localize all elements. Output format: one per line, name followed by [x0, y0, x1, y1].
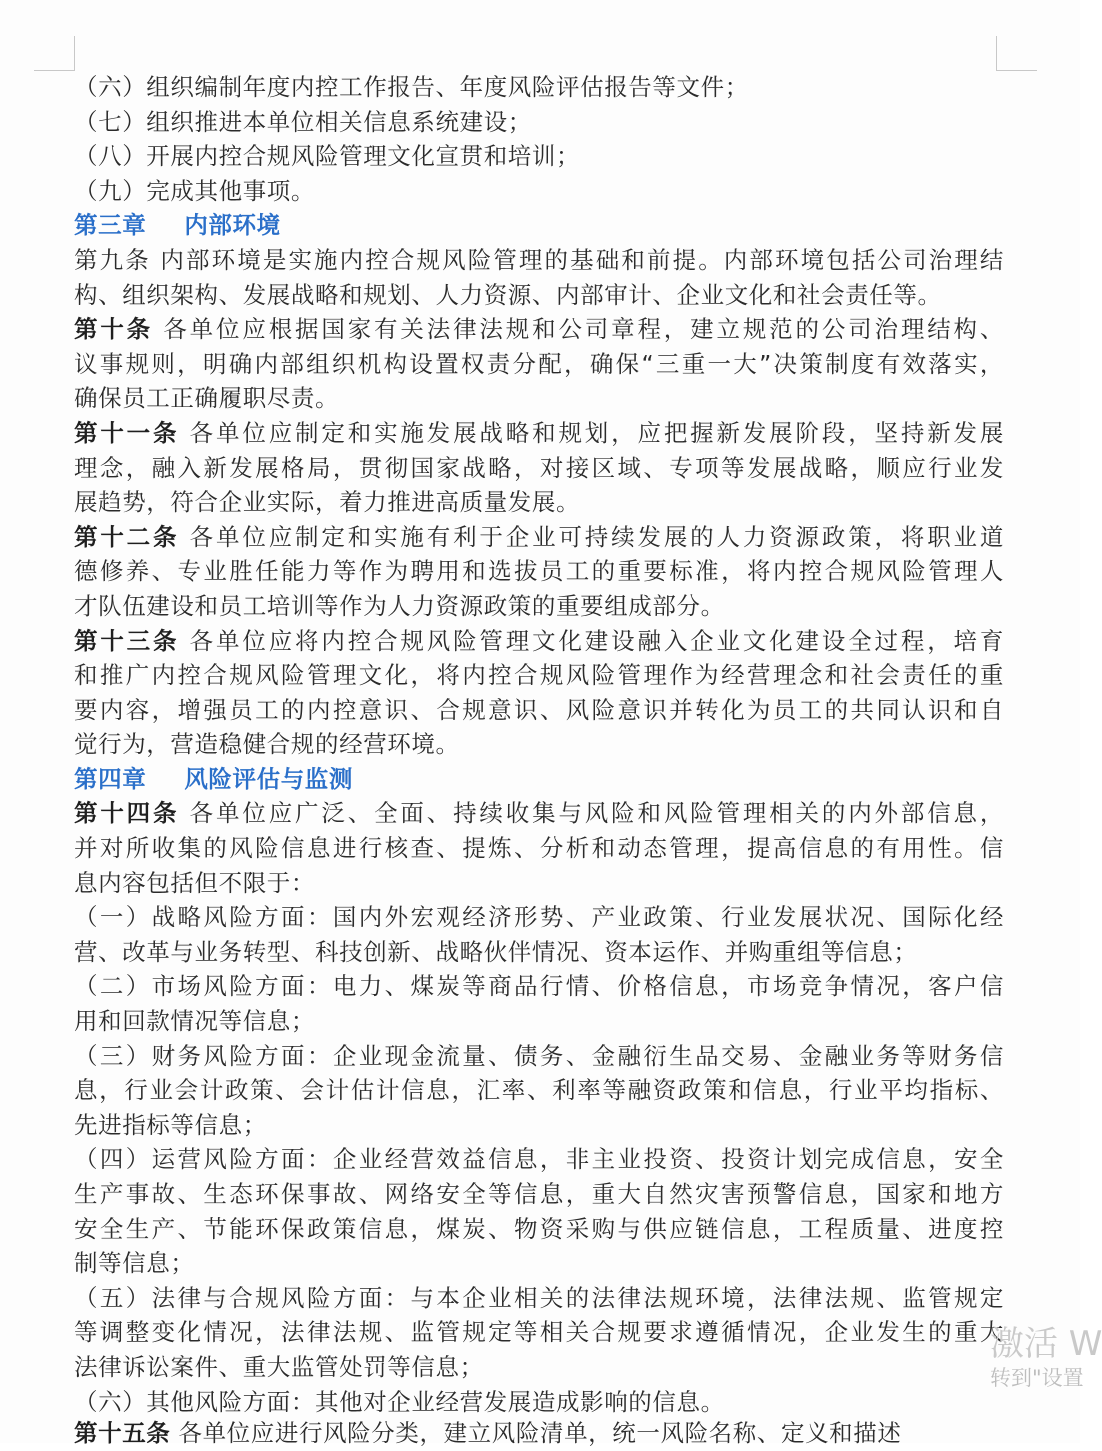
chapter-number: 第四章 — [74, 764, 147, 793]
text-line — [74, 658, 1004, 693]
line-text: 德修养、专业胜任能力等作为聘用和选拔员工的重要标准，将内控合规风险管理人 — [74, 557, 1004, 586]
line-text: 议事规则，明确内部组织机构设置权责分配，确保“三重一大”决策制度有效落实， — [74, 349, 1004, 378]
text-line — [74, 866, 1004, 901]
line-text: 构、组织架构、发展战略和规划、人力资源、内部审计、企业文化和社会责任等。 — [74, 280, 942, 309]
activation-watermark: 激活 W — [990, 1324, 1102, 1364]
line-text: （七）组织推进本单位相关信息系统建设； — [74, 107, 532, 136]
line-text: 用和回款情况等信息； — [74, 1007, 315, 1036]
text-line — [74, 1246, 1004, 1281]
line-text: 制等信息； — [74, 1249, 195, 1278]
text-line — [74, 1177, 1004, 1212]
line-text: 和推广内控合规风险管理文化，将内控合规风险管理作为经营理念和社会责任的重 — [74, 661, 1004, 690]
text-line — [74, 1142, 1004, 1177]
line-text: （六）其他风险方面：其他对企业经营发展造成影响的信息。 — [74, 1387, 725, 1416]
line-text: 安全生产、节能环保政策信息，煤炭、物资采购与供应链信息，工程质量、进度控 — [74, 1214, 1004, 1243]
cut-off-line — [74, 1414, 1004, 1447]
line-text: 各单位应制定和实施发展战略和规划，应把握新发展阶段，坚持新发展 — [179, 418, 1005, 447]
text-line — [74, 1281, 1004, 1316]
line-text: 要内容，增强员工的内控意识、合规意识、风险意识并转化为员工的共同认识和自 — [74, 695, 1004, 724]
text-line — [74, 935, 1004, 970]
text-line — [74, 554, 1004, 589]
article-lead: 第十条 — [74, 315, 154, 344]
text-line — [74, 1039, 1004, 1074]
text-line — [74, 727, 1004, 762]
line-text: 各单位应广泛、全面、持续收集与风险和风险管理相关的内外部信息， — [179, 799, 1005, 828]
line-text: 第九条 内部环境是实施内控合规风险管理的基础和前提。内部环境包括公司治理结 — [74, 245, 1004, 274]
text-line — [74, 589, 1004, 624]
line-text: （二）市场风险方面：电力、煤炭等商品行情、价格信息，市场竞争情况，客户信 — [74, 972, 1004, 1001]
line-text: 各单位应制定和实施有利于企业可持续发展的人力资源政策，将职业道 — [179, 522, 1005, 551]
line-text: 觉行为，营造稳健合规的经营环境。 — [74, 730, 460, 759]
line-text: 各单位应根据国家有关法律法规和公司章程，建立规范的公司治理结构、 — [153, 315, 1004, 344]
line-text: （一）战略风险方面：国内外宏观经济形势、产业政策、行业发展状况、国际化经 — [74, 903, 1004, 932]
text-line — [74, 900, 1004, 935]
line-text: 等调整变化情况，法律法规、监管规定等相关合规要求遵循情况，企业发生的重大 — [74, 1318, 1004, 1347]
article-lead: 第十三条 — [74, 626, 180, 655]
text-line — [74, 278, 1004, 313]
text-line — [74, 451, 1004, 486]
text-line — [74, 70, 1004, 105]
text-line — [74, 520, 1004, 555]
chapter-title: 内部环境 — [184, 211, 281, 240]
article-lead: 第十五条 — [74, 1419, 171, 1447]
text-line — [74, 693, 1004, 728]
line-text: （四）运营风险方面：企业经营效益信息，非主业投资、投资计划完成信息，安全 — [74, 1145, 1004, 1174]
text-line — [74, 381, 1004, 416]
line-text: （三）财务风险方面：企业现金流量、债务、金融衍生品交易、金融业务等财务信 — [74, 1041, 1004, 1070]
line-text: 理念，融入新发展格局，贯彻国家战略，对接区域、专项等发展战略，顺应行业发 — [74, 453, 1004, 482]
text-line — [74, 139, 1004, 174]
line-text: 法律诉讼案件、重大监管处罚等信息； — [74, 1352, 484, 1381]
text-line — [74, 416, 1004, 451]
line-text: （九）完成其他事项。 — [74, 176, 315, 205]
chapter-heading — [74, 208, 1004, 243]
line-text: 确保员工正确履职尽责。 — [74, 384, 340, 413]
text-line — [74, 485, 1004, 520]
activation-watermark-hint: 转到"设置 — [990, 1366, 1084, 1390]
text-line — [74, 1108, 1004, 1143]
crop-mark-top-left — [34, 36, 75, 71]
text-line — [74, 347, 1004, 382]
article-text: 各单位应进行风险分类，建立风险清单，统一风险名称、定义和描述 — [170, 1419, 902, 1447]
line-text: 息内容包括但不限于： — [74, 868, 315, 897]
text-line — [74, 105, 1004, 140]
line-text: （八）开展内控合规风险管理文化宣贯和培训； — [74, 142, 581, 171]
text-line — [74, 243, 1004, 278]
crop-mark-top-right — [996, 36, 1037, 71]
chapter-title: 风险评估与监测 — [184, 764, 354, 793]
text-line — [74, 969, 1004, 1004]
line-text: （六）组织编制年度内控工作报告、年度风险评估报告等文件； — [74, 73, 749, 101]
chapter-number: 第三章 — [74, 211, 147, 240]
document-body — [74, 70, 1004, 1419]
text-line — [74, 1004, 1004, 1039]
text-line — [74, 624, 1004, 659]
text-line — [74, 1212, 1004, 1247]
line-text: 先进指标等信息； — [74, 1110, 267, 1139]
text-line — [74, 1315, 1004, 1350]
line-text: （五）法律与合规风险方面：与本企业相关的法律法规环境，法律法规、监管规定 — [74, 1283, 1004, 1312]
line-text: 息，行业会计政策、会计估计信息，汇率、利率等融资政策和信息，行业平均指标、 — [74, 1076, 1004, 1105]
line-text: 展趋势，符合企业实际，着力推进高质量发展。 — [74, 488, 581, 517]
text-line — [74, 1350, 1004, 1385]
article-lead: 第十四条 — [74, 799, 180, 828]
article-lead: 第十二条 — [74, 522, 180, 551]
line-text: 各单位应将内控合规风险管理文化建设融入企业文化建设全过程，培育 — [179, 626, 1005, 655]
line-text: 并对所收集的风险信息进行核查、提炼、分析和动态管理，提高信息的有用性。信 — [74, 834, 1004, 863]
text-line — [74, 831, 1004, 866]
line-text: 营、改革与业务转型、科技创新、战略伙伴情况、资本运作、并购重组等信息； — [74, 937, 918, 966]
text-line — [74, 1073, 1004, 1108]
article-lead: 第十一条 — [74, 418, 180, 447]
line-text: 才队伍建设和员工培训等作为人力资源政策的重要组成部分。 — [74, 591, 725, 620]
line-text: 生产事故、生态环保事故、网络安全等信息，重大自然灾害预警信息，国家和地方 — [74, 1180, 1004, 1208]
text-line — [74, 312, 1004, 347]
text-line — [74, 796, 1004, 831]
chapter-heading — [74, 762, 1004, 797]
text-line — [74, 174, 1004, 209]
